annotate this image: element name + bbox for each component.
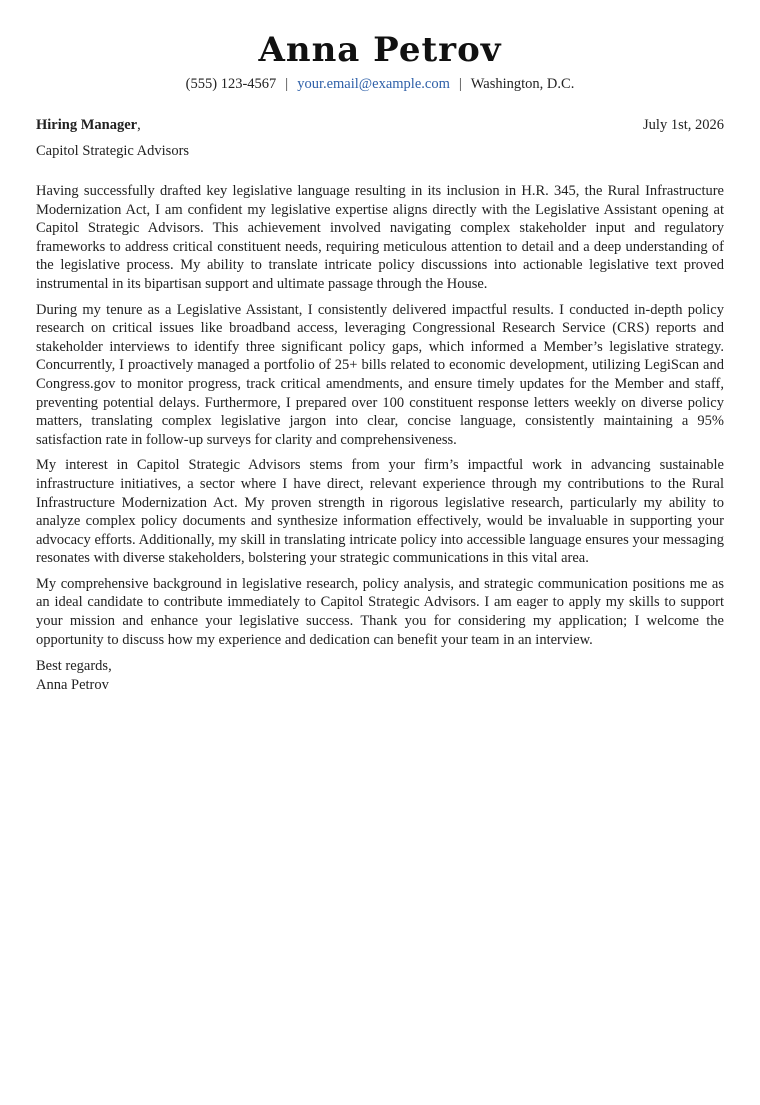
recipient-name: Hiring Manager: [36, 117, 138, 133]
contact-line: [36, 75, 724, 93]
signature-name: Anna Petrov: [36, 677, 109, 694]
applicant-name: Anna Petrov: [258, 30, 502, 70]
recipient-company: Capitol Strategic Advisors: [36, 143, 190, 159]
location: Washington, D.C.: [470, 76, 575, 92]
recipient-comma: ,: [137, 117, 141, 133]
letter-body: [36, 182, 724, 649]
email-link[interactable]: your.email@example.com: [297, 76, 450, 92]
phone-number: (555) 123-4567: [185, 76, 277, 92]
body-paragraph: My interest in Capitol Strategic Advisors stems from your firm’s impactful work in advancing sustainable infrastructure initiatives, a sector where I have direct, relevant experience through my contributions to the Rural Infrastructure Modernization Act. My proven strength in rigorous legislative research, particularly my ability to analyze complex policy documents and synthesize information effectively, would be invaluable in supporting your advocacy efforts. Additionally, my skill in translating intricate policy into accessible language ensures your messaging resonates with diverse stakeholders, bolstering your strategic communications in this vital area.: [36, 457, 724, 567]
cover-letter-page: [0, 30, 760, 1105]
letter-date: July 1st, 2026: [643, 117, 724, 133]
contact-separator: |: [458, 76, 462, 92]
recipient-row: [36, 116, 724, 135]
body-paragraph: Having successfully drafted key legislative language resulting in its inclusion in H.R. 345, the Rural Infrastructure Modernization Act, I am confident my legislative expertise aligns directly with the Legislative Assistant opening at Capitol Strategic Advisors. This achievement involved navigating complex stakeholder input and regulatory frameworks to address critical constituent needs, requiring meticulous attention to detail and a deep understanding of the legislative process. My ability to translate intricate policy discussions into actionable legislative text proved instrumental in its bipartisan support and ultimate passage through the House.: [36, 183, 724, 292]
letter-closing: [36, 657, 724, 695]
contact-separator: |: [285, 76, 289, 92]
closing-phrase: Best regards,: [36, 658, 112, 675]
body-paragraph: My comprehensive background in legislative research, policy analysis, and strategic communication positions me as an ideal candidate to contribute immediately to Capitol Strategic Advisors. I am eager to apply my skills to support your mission and enhance your legislative success. Thank you for considering my application; I welcome the opportunity to discuss how my experience and dedication can benefit your team in an interview.: [36, 575, 724, 648]
body-paragraph: During my tenure as a Legislative Assistant, I consistently delivered impactful results. I conducted in-depth policy research on critical issues like broadband access, leveraging Congressional Research Service (CRS) reports and stakeholder interviews to identify three significant policy gaps, which informed a Member’s legislative strategy. Concurrently, I proactively managed a portfolio of 25+ bills related to economic development, utilizing LegiScan and Congress.gov to monitor progress, track critical amendments, and ensure timely updates for the Member and staff, preventing potential delays. Furthermore, I prepared over 100 constituent response letters weekly on diverse policy matters, translating complex legislative jargon into clear, concise language, consistently maintaining a 95% satisfaction rate in follow-up surveys for clarity and comprehensiveness.: [36, 301, 724, 448]
